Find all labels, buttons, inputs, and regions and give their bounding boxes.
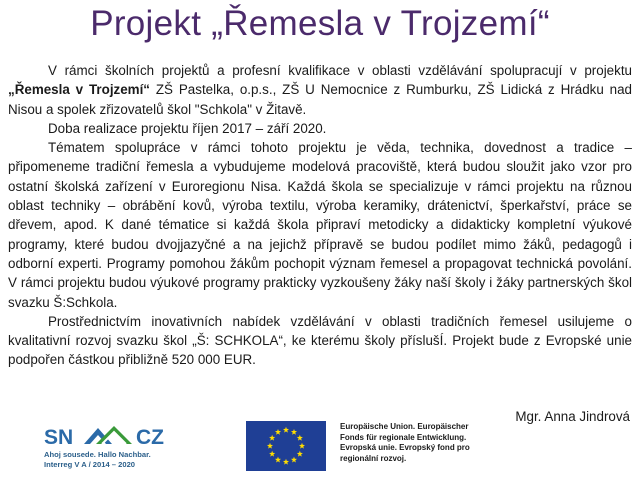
project-name: „Řemesla v Trojzemí“	[8, 82, 150, 98]
interreg-caption-line-2: Interreg V A / 2014 – 2020	[44, 459, 136, 469]
eu-fund-text	[340, 422, 470, 464]
paragraph-4: Prostřednictvím inovativních nabídek vzdělávání v oblasti tradičních řemesel usilujeme o kvalitativní rozvoj svazku škol „Š: SCHKOLA“, ke kterému školy příslušÍ. Projekt bude z Evropské unie podpořen částkou přibližně 520 000 EUR.	[8, 313, 632, 368]
paragraph-1	[8, 61, 632, 119]
paragraph-1-intro: V rámci školních projektů a profesní kvalifikace v oblasti vzdělávání spolupracují v projektu	[48, 63, 632, 78]
interreg-caption-line-1: Ahoj sousede. Hallo Nachbar.	[44, 450, 151, 459]
cz-label: CZ	[136, 426, 164, 449]
eu-text-line-3: Evropská unie. Evropský fond pro	[340, 443, 470, 452]
paragraph-2: Doba realizace projektu říjen 2017 – září 2020.	[48, 120, 327, 136]
sn-label: SN	[44, 426, 74, 449]
sn-cz-emblem	[40, 420, 190, 452]
interreg-caption	[44, 450, 151, 469]
paragraph-3: Tématem spolupráce v rámci tohoto projektu je věda, technika, dovednost a tradice – připomeneme tradiční řemesla a vybudujeme modelová pracoviště, která budou sloužit jako vzor pro ostatní školská zařízení v Euroregionu Nisa. Každá škola se specializuje v rámci projektu na různou oblast techniky – obrábění kovů, výroba textilu, výroba keramiky, drátenictví, šperkařství, práce se dřevem, apod. K dané tématice si každá škola připraví metodicky a didakticky kompletní výukové programy, které budou dvojjazyčné a na jejichž přípravě se budou podílet mimo žáků, pedagogů i odborní experti. Programy pomohou žákům pochopit význam řemesel a propagovat technická povolání. V rámci projektu budou výukové programy prakticky vyzkoušeny žáky naší školy i žáky partnerských škol svazku Š:Schkola.	[8, 140, 632, 310]
eu-flag	[246, 421, 326, 471]
paragraph-1-rest: ZŠ Pastelka, o.p.s., ZŠ U Nemocnice z Rumburku, ZŠ Lidická z Hrádku nad Nisou a spolek zřizovatelů škol "Schkola" v Žitavě.	[8, 82, 632, 117]
signature: Mgr. Anna Jindrová	[515, 409, 630, 424]
eu-text-line-2: Fonds für regionale Entwicklung.	[340, 432, 467, 442]
interreg-sn-cz-logo	[40, 420, 190, 472]
eu-flag-logo	[246, 421, 326, 471]
eu-text-line-1: Europäische Union. Europäischer	[340, 422, 469, 431]
article-body	[8, 61, 632, 370]
eu-text-line-4: regionální rozvoj.	[340, 453, 407, 463]
page-title: Projekt „Řemesla v Trojzemí“	[90, 4, 550, 43]
